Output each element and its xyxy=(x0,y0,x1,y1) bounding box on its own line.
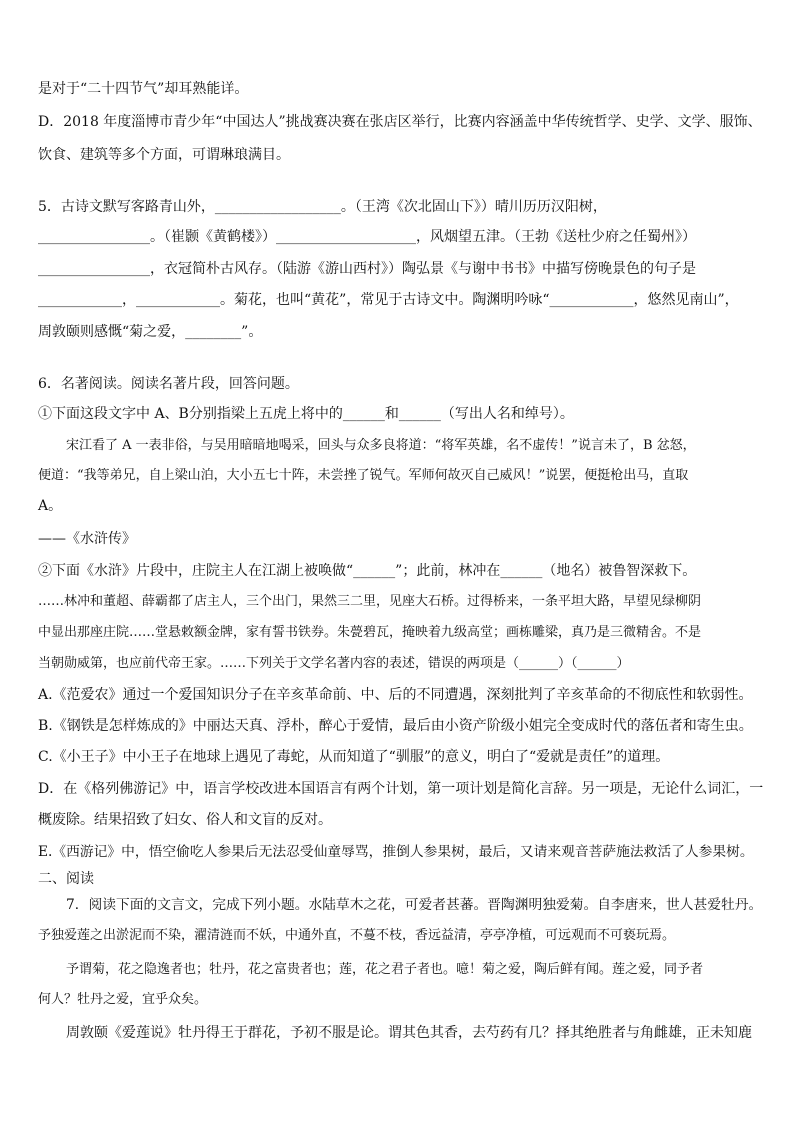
question-6-part-1: ①下面这段文字中 A、B分别指梁上五虎上将中的______和______（写出人名和绰号）。 xyxy=(38,406,574,422)
question-5-line-1: 5．古诗文默写客路青山外，__________________。（王湾《次北固山下》）晴川历历汉阳树， xyxy=(38,199,607,215)
question-7-line-4: 何人？牡丹之爱，宜乎众矣。 xyxy=(38,992,208,1007)
question-7-line-3: 予谓菊，花之隐逸者也；牡丹，花之富贵者也；莲，花之君子者也。噫！菊之爱，陶后鲜有闻。莲之爱，同予者 xyxy=(66,962,704,977)
question-7-line-5: 周敦颐《爱莲说》牡丹得王于群花，予初不服是论。谓其色其香，去芍药有几？择其绝胜者与角雌雄，正未知鹿 xyxy=(66,1025,752,1041)
passage-1-line-1: 宋江看了 A 一表非俗，与吴用暗暗地喝采，回头与众多良将道：“将军英雄，名不虚传！”说言未了，B 忿怒， xyxy=(66,438,696,453)
option-e: E.《西游记》中，悟空偷吃人参果后无法忍受仙童辱骂，推倒人参果树，最后，又请来观音菩萨施法救活了人参果树。 xyxy=(38,844,754,860)
section-heading-reading: 二、阅读 xyxy=(38,871,94,887)
passage-1-source: ——《水浒传》 xyxy=(38,531,136,547)
question-5-line-5: 周敦颐则感慨“菊之爱，________”。 xyxy=(38,324,263,340)
passage-1-line-2: 便道：“我等弟兄，自上梁山泊，大小五七十阵，未尝挫了锐气。军师何故灭自己威风！”说罢，便挺枪出马，直取 xyxy=(38,468,689,483)
question-5-line-3: ________________，衣冠简朴古风存。（陆游《游山西村》）陶弘景《与谢中书书》中描写傍晚景色的句子是 xyxy=(38,261,696,277)
option-d-line-1: D．2018 年度淄博市青少年“中国达人”挑战赛决赛在张店区举行，比赛内容涵盖中华传统哲学、史学、文学、服饰、 xyxy=(38,114,762,130)
question-6-title: 6．名著阅读。阅读名著片段，回答问题。 xyxy=(38,376,299,392)
option-d-line-2: 饮食、建筑等多个方面，可谓琳琅满目。 xyxy=(38,147,290,163)
option-d-line-2b: 概废除。结果招致了妇女、俗人和文盲的反对。 xyxy=(38,812,332,828)
question-7-line-2: 予独爱莲之出淤泥而不染，濯清涟而不妖，中通外直，不蔓不枝，香远益清，亭亭净植，可远观而不可亵玩焉。 xyxy=(38,928,676,943)
passage-2-line-1: ……林冲和董超、薛霸都了店主人，三个出门，果然三二里，见座大石桥。过得桥来，一条平坦大路，早望见绿柳阴 xyxy=(38,594,702,609)
question-5-line-4: ____________，____________。菊花，也叫“黄花”，常见于古诗文中。陶渊明吟咏“____________，悠然见南山”， xyxy=(38,292,739,308)
passage-2-line-3: 当朝勋威第，也应前代帝王家。……下列关于文学名著内容的表述，错误的两项是（______）（______） xyxy=(38,656,630,671)
question-5-line-2: ________________。（崔颢《黄鹤楼》）____________________，风烟望五津。（王勃《送杜少府之任蜀州》） xyxy=(38,229,696,245)
option-a: A.《范爱农》通过一个爱国知识分子在辛亥革命前、中、后的不同遭遇，深刻批判了辛亥革命的不彻底性和软弱性。 xyxy=(38,687,753,703)
option-c: C.《小王子》中小王子在地球上遇见了毒蛇，从而知道了“驯服”的意义，明白了“爱就是责任”的道理。 xyxy=(38,749,670,765)
text-line-1: 是对于“二十四节气”却耳熟能详。 xyxy=(38,81,249,97)
question-7-line-1: 7．阅读下面的文言文，完成下列小题。水陆草木之花，可爱者甚蕃。晋陶渊明独爱菊。自李唐来，世人甚爱牡丹。 xyxy=(66,897,763,913)
question-6-part-2: ②下面《水浒》片段中，庄院主人在江湖上被唤做“______”；此前，林冲在______（地名）被鲁智深救下。 xyxy=(38,563,697,579)
option-b: B.《钢铁是怎样炼成的》中丽达天真、浮朴，醉心于爱情，最后由小资产阶级小姐完全变成时代的落伍者和寄生虫。 xyxy=(38,718,753,734)
passage-1-line-3: A。 xyxy=(38,498,63,514)
passage-2-line-2: 中显出那座庄院……堂悬敕额金牌，家有誓书铁券。朱甍碧瓦，掩映着九级高堂；画栋雕梁，真乃是三微精舍。不是 xyxy=(38,625,702,640)
option-d-line-1b: D．在《格列佛游记》中，语言学校改进本国语言有两个计划，第一项计划是简化言辞。另一项是，无论什么词汇，一 xyxy=(38,781,764,797)
